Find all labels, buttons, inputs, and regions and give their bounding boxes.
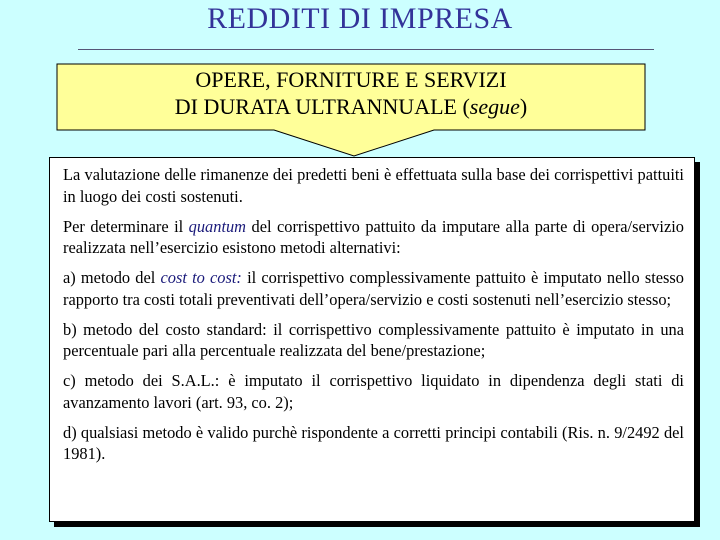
callout-line-2-italic: segue: [469, 94, 520, 119]
callout-arrow-box: [56, 63, 656, 159]
callout-line-2-prefix: DI DURATA ULTRANNUALE (: [174, 94, 470, 119]
title-divider: [78, 49, 654, 50]
paragraph-method-b: b) metodo del costo standard: il corrispettivo complessivamente pattuito è imputato in una percentuale pari alla percentuale realizzata del bene/prestazione;: [63, 319, 684, 360]
paragraph-quantum-a: Per determinare il: [63, 216, 189, 236]
callout-line-2-suffix: ): [519, 94, 528, 119]
paragraph-quantum-italic: quantum: [188, 216, 247, 236]
callout-line-1: OPERE, FORNITURE E SERVIZI: [195, 67, 507, 92]
paragraph-quantum-b: del corrispettivo pattuito da imputare alla parte di opera/servizio realizzata nell’esercizio esistono metodi alternativi:: [63, 216, 684, 257]
paragraph-quantum: [63, 216, 684, 259]
page-title: REDDITI DI IMPRESA: [207, 2, 513, 35]
paragraph-valuation: La valutazione delle rimanenze dei predetti beni è effettuata sulla base dei corrispettivi pattuiti in luogo dei costi sostenuti.: [63, 165, 684, 206]
paragraph-method-d: d) qualsiasi metodo è valido purchè rispondente a corretti principi contabili (Ris. n. 9/2492 del 1981).: [63, 422, 684, 463]
paragraph-method-a: [63, 267, 684, 310]
paragraph-method-a-prefix: a) metodo del: [63, 268, 161, 287]
paragraph-method-a-italic: cost to cost:: [160, 268, 242, 287]
callout-line-2: [56, 93, 646, 120]
paragraph-method-c: c) metodo dei S.A.L.: è imputato il corrispettivo liquidato in dipendenza degli stati di avanzamento lavori (art. 93, co. 2);: [63, 371, 684, 412]
callout-heading: [56, 66, 646, 120]
content-box: [49, 157, 695, 522]
paragraph-method-a-rest: il corrispettivo complessivamente pattuito è imputato nello stesso rapporto tra costi totali preventivati dell’opera/servizio e costi sostenuti nell’esercizio stesso;: [63, 268, 684, 309]
